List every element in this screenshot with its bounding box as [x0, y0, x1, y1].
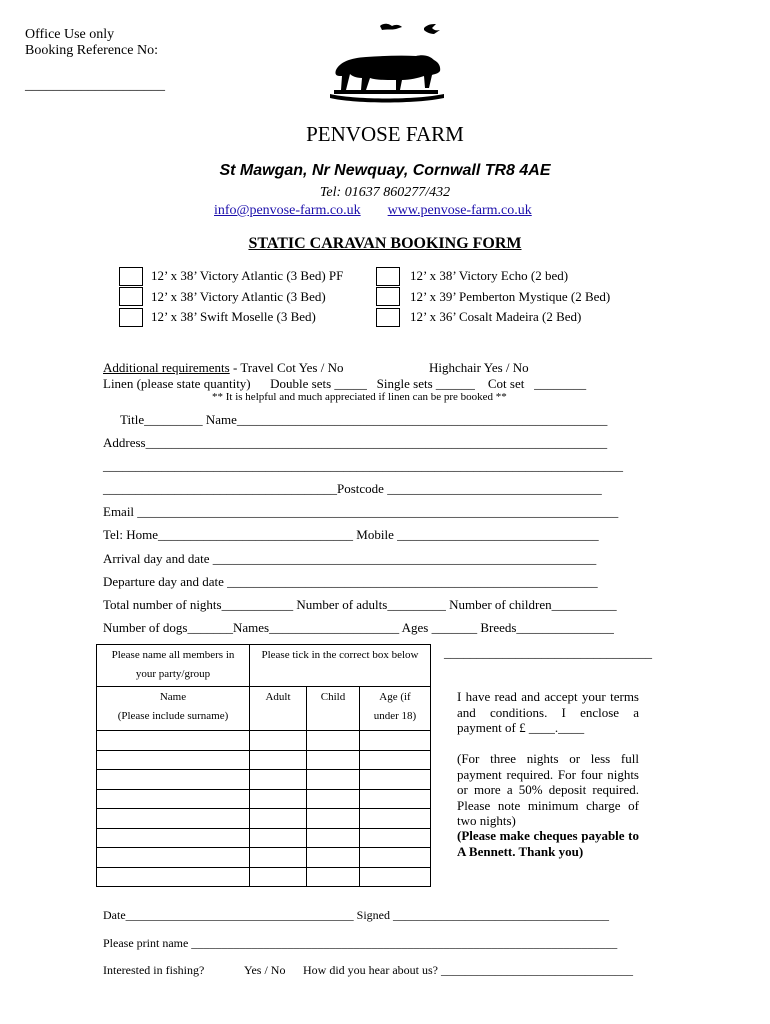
caravan-checkbox[interactable] — [376, 308, 400, 327]
caravan-checkbox[interactable] — [376, 267, 400, 286]
print-name-field[interactable]: Please print name _______________________________________________________________________ — [103, 936, 618, 950]
table-header-child: Child — [307, 687, 360, 731]
totals-fields[interactable]: Total number of nights___________ Number of adults_________ Number of children__________ — [103, 597, 617, 612]
title-name-field[interactable]: Title_________ Name_________________________________________________________ — [120, 412, 608, 427]
declaration-line[interactable]: ________________________________ — [444, 645, 652, 660]
caravan-option: 12’ x 38’ Swift Moselle (3 Bed) — [151, 309, 316, 324]
table-header-line: your party/group — [135, 668, 211, 680]
highchair-option[interactable]: Highchair Yes / No — [429, 360, 529, 375]
table-header-members — [97, 645, 250, 687]
table-row — [97, 848, 431, 868]
caravan-option: 12’ x 38’ Victory Atlantic (3 Bed) PF — [151, 268, 344, 283]
requirements-label: Additional requirements — [103, 360, 230, 375]
linen-note: ** It is helpful and much appreciated if linen can be pre booked ** — [212, 391, 507, 403]
arrival-field[interactable]: Arrival day and date ___________________________________________________________ — [103, 551, 597, 566]
contact-links — [214, 203, 532, 219]
booking-reference-label: Booking Reference No: — [25, 43, 158, 58]
caravan-checkbox[interactable] — [119, 287, 143, 306]
postcode-field[interactable]: ____________________________________Postcode _________________________________ — [103, 481, 602, 496]
dogs-fields[interactable]: Number of dogs_______Names____________________ Ages _______ Breeds_______________ — [103, 620, 614, 635]
caravan-option: 12’ x 38’ Victory Echo (2 bed) — [410, 268, 569, 283]
farm-address: St Mawgan, Nr Newquay, Cornwall TR8 4AE — [219, 162, 551, 179]
table-header-adult: Adult — [250, 687, 307, 731]
table-header-line: Please name all members in — [111, 649, 235, 661]
party-members-table — [96, 644, 431, 887]
additional-requirements — [103, 360, 344, 376]
caravan-option: 12’ x 39’ Pemberton Mystique (2 Bed) — [410, 289, 611, 304]
table-header-age: Age (if under 18) — [360, 687, 431, 731]
office-use-label: Office Use only — [25, 27, 115, 42]
booking-reference-field[interactable]: ____________________ — [25, 78, 165, 93]
referral-field[interactable]: How did you hear about us? ________________________________ — [303, 963, 633, 977]
table-row — [97, 809, 431, 829]
table-header-name: Name (Please include surname) — [97, 687, 250, 731]
email-field[interactable]: Email __________________________________________________________________________ — [103, 504, 619, 519]
payment-terms: (For three nights or less full payment required. For four nights or more a 50% deposit required. Please note minimum charge of two nights) — [457, 751, 639, 828]
telephone-fields[interactable]: Tel: Home______________________________ Mobile _______________________________ — [103, 527, 599, 542]
form-title: STATIC CARAVAN BOOKING FORM — [248, 235, 522, 252]
table-header-tick: Please tick in the correct box below — [250, 645, 431, 687]
terms-acceptance: I have read and accept your terms and conditions. I enclose a payment of £ ____.____ — [457, 689, 639, 735]
telephone: Tel: 01637 860277/432 — [319, 185, 451, 200]
caravan-checkbox[interactable] — [119, 308, 143, 327]
table-row — [97, 789, 431, 809]
caravan-option: 12’ x 38’ Victory Atlantic (3 Bed) — [151, 289, 326, 304]
email-link[interactable]: info@penvose-farm.co.uk — [214, 203, 361, 218]
caravan-option: 12’ x 36’ Cosalt Madeira (2 Bed) — [410, 309, 582, 324]
cheque-note: (Please make cheques payable to A Bennett. Thank you) — [457, 828, 639, 859]
website-link[interactable]: www.penvose-farm.co.uk — [387, 203, 532, 218]
table-row — [97, 828, 431, 848]
fishing-yes-no[interactable]: Yes / No — [244, 963, 286, 977]
page-title: PENVOSE FARM — [306, 122, 464, 146]
departure-field[interactable]: Departure day and date _________________________________________________________ — [103, 574, 598, 589]
caravan-checkbox[interactable] — [376, 287, 400, 306]
farm-logo — [326, 18, 451, 110]
address-field[interactable]: Address_______________________________________________________________________ — [103, 435, 608, 450]
linen-fields[interactable]: Linen (please state quantity) Double sets _____ Single sets ______ Cot set ________ — [103, 376, 587, 391]
address-line-2[interactable]: ________________________________________________________________________________ — [103, 458, 623, 473]
table-row — [97, 770, 431, 790]
date-signed-fields[interactable]: Date______________________________________ Signed ____________________________________ — [103, 908, 609, 922]
fishing-question: Interested in fishing? — [103, 963, 205, 977]
table-row — [97, 750, 431, 770]
caravan-checkbox[interactable] — [119, 267, 143, 286]
travel-cot-option[interactable]: - Travel Cot Yes / No — [229, 360, 344, 375]
table-row — [97, 867, 431, 887]
table-row — [97, 731, 431, 751]
